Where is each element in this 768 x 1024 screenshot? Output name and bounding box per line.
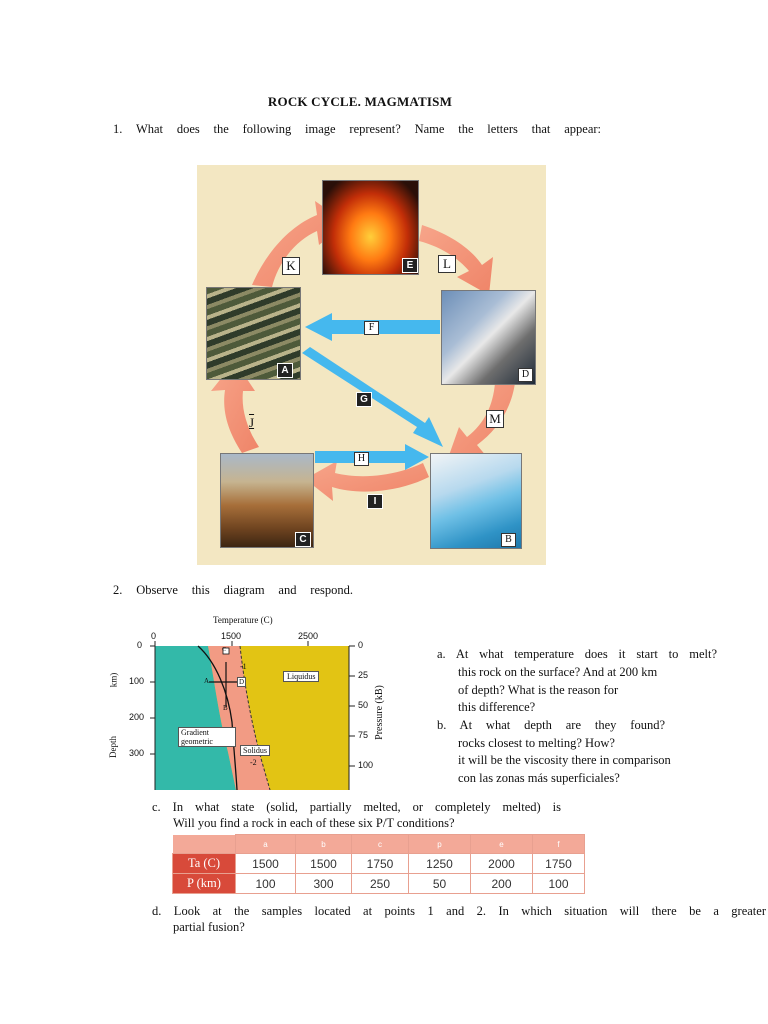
phase-diagram	[108, 612, 408, 790]
pressure-tick-25: 25	[358, 670, 369, 680]
point-1-label: -1	[240, 662, 247, 671]
question-d-line1: d. Look at the samples located at points 1 and 2. In which situation will there be a greater	[152, 904, 766, 918]
table-header-cell: c	[352, 835, 409, 854]
label-b: B	[501, 533, 516, 547]
table-cell: 300	[296, 874, 352, 894]
label-c: C	[295, 532, 311, 547]
table-header-row	[173, 835, 585, 854]
question-a-line2: this rock on the surface? And at 200 km	[458, 665, 658, 679]
question-a-line4: this difference?	[458, 700, 536, 714]
pressure-tick-50: 50	[358, 700, 369, 710]
pressure-tick-100: 100	[358, 760, 374, 770]
point-a-label: A	[204, 677, 210, 685]
question-b-line3: it will be the viscosity there in comparison	[458, 753, 671, 767]
temperature-title: Temperature (C)	[213, 615, 273, 625]
table-header-cell: p	[409, 835, 471, 854]
temp-tick-0: 0	[151, 631, 157, 641]
solidus-label: Solidus	[240, 745, 270, 756]
row-label-temperature: Ta (C)	[173, 854, 236, 874]
point-2-label: -2	[250, 758, 257, 767]
table-row	[173, 874, 585, 894]
table-header-cell: f	[533, 835, 585, 854]
table-row	[173, 854, 585, 874]
pressure-axis-label: Pressure (kB)	[373, 685, 385, 740]
table-cell: 1750	[352, 854, 409, 874]
depth-axis-label: Depth	[108, 736, 118, 758]
page-title: ROCK CYCLE. MAGMATISM	[267, 94, 453, 109]
table-cell: 100	[236, 874, 296, 894]
table-cell: 50	[409, 874, 471, 894]
question-a-line1: a. At what temperature does it start to melt?	[437, 647, 717, 661]
label-d: D	[518, 368, 533, 382]
table-cell: 100	[533, 874, 585, 894]
table-header-cell: b	[296, 835, 352, 854]
table-cell: 1750	[533, 854, 585, 874]
question-d-line2: partial fusion?	[173, 920, 245, 934]
pressure-tick-0: 0	[358, 640, 364, 650]
label-k: K	[282, 257, 300, 275]
pt-conditions-table	[172, 834, 585, 894]
question-b-line4: con las zonas más superficiales?	[458, 771, 620, 785]
question-b-line2: rocks closest to melting? How?	[458, 736, 615, 750]
rock-cycle-diagram	[197, 165, 546, 565]
table-cell: 200	[471, 874, 533, 894]
label-e: E	[402, 258, 418, 273]
question-c-line1: c. In what state (solid, partially melted, or completely melted) is	[152, 800, 561, 814]
table-cell: 1500	[236, 854, 296, 874]
gradient-label: Gradient geometric	[178, 727, 236, 747]
depth-tick-100: 100	[129, 676, 145, 686]
temp-tick-2500: 2500	[298, 631, 319, 641]
label-m: M	[486, 410, 504, 428]
depth-unit-label: km)	[108, 672, 119, 688]
table-header-cell: a	[236, 835, 296, 854]
label-h: H	[354, 452, 369, 466]
liquidus-label: Liquidus	[283, 671, 319, 682]
question-c-line2: Will you find a rock in each of these six P/T conditions?	[173, 816, 455, 830]
label-g: G	[356, 392, 372, 407]
table-cell: 1500	[296, 854, 352, 874]
depth-tick-200: 200	[129, 712, 145, 722]
label-i: I	[367, 494, 383, 509]
depth-tick-0: 0	[137, 640, 143, 650]
table-header-cell: e	[471, 835, 533, 854]
pressure-tick-75: 75	[358, 730, 369, 740]
label-f: F	[364, 321, 379, 335]
question-1: 1. What does the following image represent? Name the letters that appear:	[113, 122, 601, 136]
point-d-label: D	[239, 678, 245, 686]
question-a-line3: of depth? What is the reason for	[458, 683, 619, 697]
row-label-pressure: P (km)	[173, 874, 236, 894]
label-a: A	[277, 363, 293, 378]
point-b-label: B	[223, 704, 228, 712]
label-l: L	[438, 255, 456, 273]
label-j: J	[249, 415, 255, 430]
temp-tick-1500: 1500	[221, 631, 242, 641]
question-2: 2. Observe this diagram and respond.	[113, 583, 353, 597]
arrow-m	[447, 383, 515, 461]
arrow-g	[302, 347, 443, 447]
question-b-line1: b. At what depth are they found?	[437, 718, 665, 732]
point-c-label: C	[222, 647, 227, 653]
table-cell: 2000	[471, 854, 533, 874]
arrow-l	[419, 225, 493, 295]
depth-tick-300: 300	[129, 748, 145, 758]
table-cell: 1250	[409, 854, 471, 874]
table-cell: 250	[352, 874, 409, 894]
